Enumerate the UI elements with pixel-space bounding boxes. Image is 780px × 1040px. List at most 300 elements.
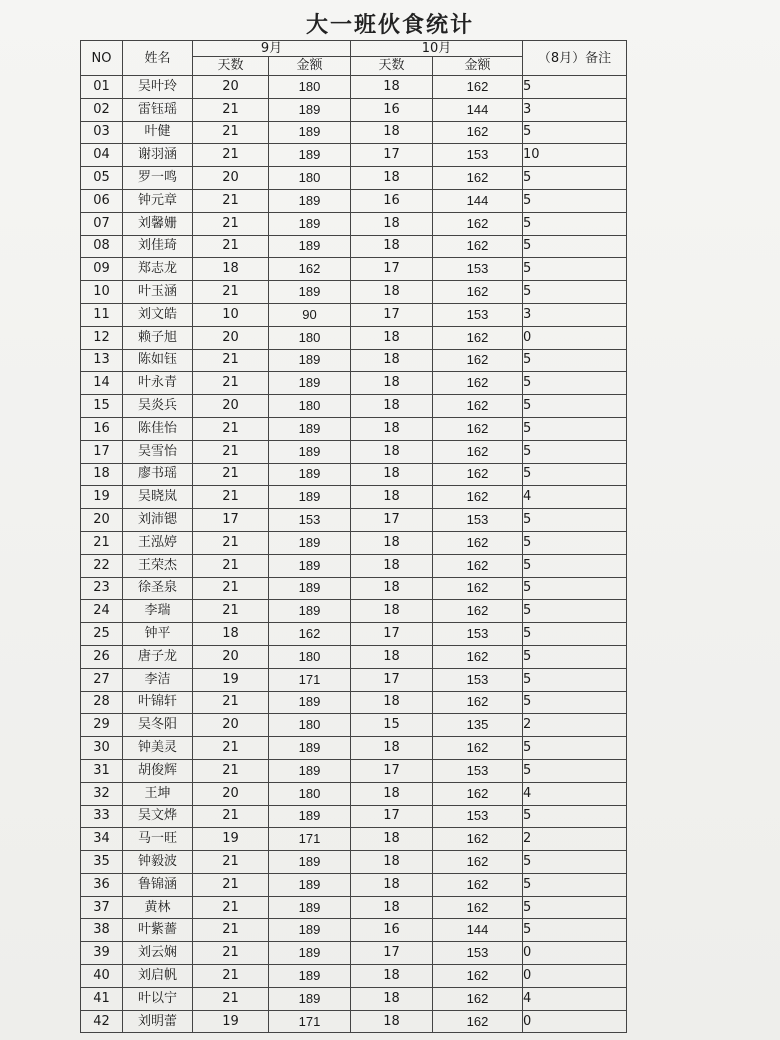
student-name: 钟毅波 bbox=[123, 851, 193, 874]
student-name: 李洁 bbox=[123, 668, 193, 691]
august-note: 5 bbox=[523, 440, 627, 463]
student-name: 钟元章 bbox=[123, 189, 193, 212]
sep-amount: 189 bbox=[269, 531, 351, 554]
oct-amount: 162 bbox=[433, 873, 523, 896]
student-name: 鲁锦涵 bbox=[123, 873, 193, 896]
sep-days: 20 bbox=[193, 782, 269, 805]
sep-days: 19 bbox=[193, 668, 269, 691]
table-row bbox=[81, 691, 627, 714]
sep-amount: 189 bbox=[269, 577, 351, 600]
oct-amount: 162 bbox=[433, 1010, 523, 1033]
oct-days: 18 bbox=[351, 167, 433, 190]
oct-amount: 144 bbox=[433, 919, 523, 942]
row-number: 42 bbox=[81, 1010, 123, 1033]
table-row bbox=[81, 258, 627, 281]
student-name: 刘明蕾 bbox=[123, 1010, 193, 1033]
august-note: 5 bbox=[523, 623, 627, 646]
row-number: 22 bbox=[81, 554, 123, 577]
student-name: 罗一鸣 bbox=[123, 167, 193, 190]
student-name: 马一旺 bbox=[123, 828, 193, 851]
august-note: 3 bbox=[523, 303, 627, 326]
student-name: 赖子旭 bbox=[123, 326, 193, 349]
sep-amount: 189 bbox=[269, 281, 351, 304]
oct-days: 17 bbox=[351, 144, 433, 167]
sep-days: 21 bbox=[193, 577, 269, 600]
sep-amount: 180 bbox=[269, 395, 351, 418]
august-note: 5 bbox=[523, 76, 627, 99]
august-note: 5 bbox=[523, 417, 627, 440]
student-name: 钟美灵 bbox=[123, 737, 193, 760]
row-number: 35 bbox=[81, 851, 123, 874]
row-number: 18 bbox=[81, 463, 123, 486]
august-note: 5 bbox=[523, 212, 627, 235]
oct-amount: 162 bbox=[433, 395, 523, 418]
sep-amount: 189 bbox=[269, 691, 351, 714]
august-note: 5 bbox=[523, 577, 627, 600]
sep-days: 20 bbox=[193, 714, 269, 737]
oct-days: 17 bbox=[351, 805, 433, 828]
august-note: 4 bbox=[523, 987, 627, 1010]
august-note: 5 bbox=[523, 167, 627, 190]
row-number: 36 bbox=[81, 873, 123, 896]
august-note: 5 bbox=[523, 531, 627, 554]
oct-amount: 162 bbox=[433, 577, 523, 600]
oct-amount: 162 bbox=[433, 167, 523, 190]
row-number: 34 bbox=[81, 828, 123, 851]
august-note: 5 bbox=[523, 554, 627, 577]
table-row bbox=[81, 896, 627, 919]
august-note: 5 bbox=[523, 349, 627, 372]
august-note: 5 bbox=[523, 645, 627, 668]
august-note: 5 bbox=[523, 805, 627, 828]
student-name: 吴晓岚 bbox=[123, 486, 193, 509]
sep-amount: 189 bbox=[269, 554, 351, 577]
sep-amount: 189 bbox=[269, 463, 351, 486]
sep-days: 21 bbox=[193, 759, 269, 782]
oct-days: 18 bbox=[351, 326, 433, 349]
table-row bbox=[81, 144, 627, 167]
student-name: 钟平 bbox=[123, 623, 193, 646]
august-note: 5 bbox=[523, 509, 627, 532]
oct-days: 18 bbox=[351, 577, 433, 600]
table-row bbox=[81, 486, 627, 509]
oct-amount: 162 bbox=[433, 600, 523, 623]
august-note: 4 bbox=[523, 486, 627, 509]
sep-days: 21 bbox=[193, 531, 269, 554]
student-name: 李瑞 bbox=[123, 600, 193, 623]
sep-amount: 189 bbox=[269, 440, 351, 463]
sep-days: 21 bbox=[193, 805, 269, 828]
oct-amount: 144 bbox=[433, 98, 523, 121]
oct-amount: 153 bbox=[433, 942, 523, 965]
table-row bbox=[81, 531, 627, 554]
student-name: 刘启帆 bbox=[123, 965, 193, 988]
table-row bbox=[81, 372, 627, 395]
row-number: 31 bbox=[81, 759, 123, 782]
row-number: 39 bbox=[81, 942, 123, 965]
oct-amount: 162 bbox=[433, 896, 523, 919]
sep-days: 20 bbox=[193, 645, 269, 668]
row-number: 12 bbox=[81, 326, 123, 349]
sep-days: 21 bbox=[193, 281, 269, 304]
student-name: 王坤 bbox=[123, 782, 193, 805]
table-row bbox=[81, 212, 627, 235]
oct-amount: 162 bbox=[433, 121, 523, 144]
row-number: 37 bbox=[81, 896, 123, 919]
student-name: 叶永青 bbox=[123, 372, 193, 395]
oct-amount: 162 bbox=[433, 828, 523, 851]
table-row bbox=[81, 759, 627, 782]
sep-amount: 180 bbox=[269, 76, 351, 99]
oct-days: 18 bbox=[351, 531, 433, 554]
row-number: 02 bbox=[81, 98, 123, 121]
row-number: 32 bbox=[81, 782, 123, 805]
sep-amount: 90 bbox=[269, 303, 351, 326]
august-note: 5 bbox=[523, 463, 627, 486]
sep-days: 21 bbox=[193, 417, 269, 440]
oct-days: 17 bbox=[351, 942, 433, 965]
august-note: 2 bbox=[523, 714, 627, 737]
table-row bbox=[81, 349, 627, 372]
oct-amount: 162 bbox=[433, 463, 523, 486]
oct-amount: 162 bbox=[433, 235, 523, 258]
sep-days: 21 bbox=[193, 372, 269, 395]
oct-amount: 162 bbox=[433, 440, 523, 463]
table-row bbox=[81, 714, 627, 737]
sep-days: 21 bbox=[193, 896, 269, 919]
sep-days: 21 bbox=[193, 349, 269, 372]
oct-amount: 162 bbox=[433, 349, 523, 372]
student-name: 叶以宁 bbox=[123, 987, 193, 1010]
table-row bbox=[81, 919, 627, 942]
oct-amount: 162 bbox=[433, 851, 523, 874]
sep-amount: 189 bbox=[269, 417, 351, 440]
sep-days: 21 bbox=[193, 440, 269, 463]
sep-days: 20 bbox=[193, 326, 269, 349]
sep-amount: 189 bbox=[269, 965, 351, 988]
oct-amount: 162 bbox=[433, 372, 523, 395]
sep-amount: 189 bbox=[269, 737, 351, 760]
oct-days: 17 bbox=[351, 668, 433, 691]
oct-days: 18 bbox=[351, 554, 433, 577]
oct-days: 18 bbox=[351, 372, 433, 395]
header-sep-amount: 金额 bbox=[269, 57, 351, 76]
row-number: 21 bbox=[81, 531, 123, 554]
table-row bbox=[81, 440, 627, 463]
oct-days: 18 bbox=[351, 600, 433, 623]
sep-amount: 171 bbox=[269, 1010, 351, 1033]
student-name: 叶紫薔 bbox=[123, 919, 193, 942]
sep-days: 21 bbox=[193, 965, 269, 988]
row-number: 33 bbox=[81, 805, 123, 828]
table-row bbox=[81, 668, 627, 691]
table-row bbox=[81, 805, 627, 828]
student-name: 吴冬阳 bbox=[123, 714, 193, 737]
oct-amount: 162 bbox=[433, 645, 523, 668]
header-oct-days: 天数 bbox=[351, 57, 433, 76]
student-name: 王泓婷 bbox=[123, 531, 193, 554]
sep-days: 19 bbox=[193, 1010, 269, 1033]
august-note: 0 bbox=[523, 965, 627, 988]
oct-amount: 162 bbox=[433, 737, 523, 760]
table-row bbox=[81, 417, 627, 440]
sep-amount: 180 bbox=[269, 645, 351, 668]
table-row bbox=[81, 623, 627, 646]
sep-amount: 189 bbox=[269, 144, 351, 167]
row-number: 13 bbox=[81, 349, 123, 372]
sep-amount: 189 bbox=[269, 942, 351, 965]
oct-days: 18 bbox=[351, 873, 433, 896]
oct-amount: 153 bbox=[433, 144, 523, 167]
student-name: 吴文烨 bbox=[123, 805, 193, 828]
oct-days: 18 bbox=[351, 486, 433, 509]
row-number: 28 bbox=[81, 691, 123, 714]
row-number: 14 bbox=[81, 372, 123, 395]
oct-amount: 153 bbox=[433, 668, 523, 691]
oct-days: 17 bbox=[351, 258, 433, 281]
august-note: 5 bbox=[523, 600, 627, 623]
oct-days: 18 bbox=[351, 896, 433, 919]
sep-amount: 189 bbox=[269, 919, 351, 942]
oct-amount: 162 bbox=[433, 965, 523, 988]
august-note: 5 bbox=[523, 668, 627, 691]
august-note: 10 bbox=[523, 144, 627, 167]
row-number: 15 bbox=[81, 395, 123, 418]
oct-days: 18 bbox=[351, 463, 433, 486]
student-name: 胡俊辉 bbox=[123, 759, 193, 782]
table-row bbox=[81, 281, 627, 304]
sep-days: 21 bbox=[193, 235, 269, 258]
oct-amount: 162 bbox=[433, 531, 523, 554]
sep-amount: 180 bbox=[269, 714, 351, 737]
oct-days: 18 bbox=[351, 737, 433, 760]
sep-amount: 189 bbox=[269, 98, 351, 121]
table-row bbox=[81, 509, 627, 532]
student-name: 廖书瑶 bbox=[123, 463, 193, 486]
row-number: 06 bbox=[81, 189, 123, 212]
student-name: 刘馨姗 bbox=[123, 212, 193, 235]
oct-days: 18 bbox=[351, 782, 433, 805]
header-oct-amount: 金额 bbox=[433, 57, 523, 76]
table-row bbox=[81, 577, 627, 600]
sep-days: 21 bbox=[193, 98, 269, 121]
table-row bbox=[81, 600, 627, 623]
table-row bbox=[81, 189, 627, 212]
sep-amount: 171 bbox=[269, 668, 351, 691]
oct-amount: 162 bbox=[433, 212, 523, 235]
august-note: 5 bbox=[523, 235, 627, 258]
row-number: 26 bbox=[81, 645, 123, 668]
sep-days: 20 bbox=[193, 167, 269, 190]
sep-days: 20 bbox=[193, 76, 269, 99]
oct-amount: 162 bbox=[433, 281, 523, 304]
sep-amount: 189 bbox=[269, 759, 351, 782]
table-row bbox=[81, 98, 627, 121]
oct-days: 17 bbox=[351, 509, 433, 532]
table-row bbox=[81, 645, 627, 668]
table-row bbox=[81, 121, 627, 144]
student-name: 吴雪怡 bbox=[123, 440, 193, 463]
table-row bbox=[81, 326, 627, 349]
sep-amount: 153 bbox=[269, 509, 351, 532]
sep-amount: 189 bbox=[269, 805, 351, 828]
table-row bbox=[81, 987, 627, 1010]
row-number: 29 bbox=[81, 714, 123, 737]
oct-days: 18 bbox=[351, 645, 433, 668]
sep-days: 21 bbox=[193, 463, 269, 486]
sep-days: 21 bbox=[193, 691, 269, 714]
sep-amount: 189 bbox=[269, 896, 351, 919]
oct-days: 18 bbox=[351, 349, 433, 372]
oct-amount: 135 bbox=[433, 714, 523, 737]
oct-days: 18 bbox=[351, 395, 433, 418]
sep-days: 21 bbox=[193, 873, 269, 896]
student-name: 黄林 bbox=[123, 896, 193, 919]
oct-amount: 153 bbox=[433, 303, 523, 326]
oct-days: 18 bbox=[351, 691, 433, 714]
row-number: 10 bbox=[81, 281, 123, 304]
table-row bbox=[81, 873, 627, 896]
table-row bbox=[81, 554, 627, 577]
table-row bbox=[81, 828, 627, 851]
sep-days: 17 bbox=[193, 509, 269, 532]
oct-amount: 153 bbox=[433, 805, 523, 828]
oct-days: 18 bbox=[351, 281, 433, 304]
student-name: 叶锦轩 bbox=[123, 691, 193, 714]
student-name: 刘云娴 bbox=[123, 942, 193, 965]
student-name: 陈如钰 bbox=[123, 349, 193, 372]
oct-days: 18 bbox=[351, 987, 433, 1010]
sep-days: 21 bbox=[193, 212, 269, 235]
row-number: 41 bbox=[81, 987, 123, 1010]
student-name: 雷钰瑶 bbox=[123, 98, 193, 121]
row-number: 24 bbox=[81, 600, 123, 623]
sep-amount: 189 bbox=[269, 349, 351, 372]
student-name: 吴叶玲 bbox=[123, 76, 193, 99]
student-name: 谢羽涵 bbox=[123, 144, 193, 167]
oct-days: 15 bbox=[351, 714, 433, 737]
sep-days: 21 bbox=[193, 737, 269, 760]
august-note: 0 bbox=[523, 326, 627, 349]
row-number: 16 bbox=[81, 417, 123, 440]
oct-days: 18 bbox=[351, 76, 433, 99]
sep-days: 21 bbox=[193, 942, 269, 965]
sep-amount: 189 bbox=[269, 873, 351, 896]
row-number: 40 bbox=[81, 965, 123, 988]
sep-days: 21 bbox=[193, 189, 269, 212]
oct-amount: 162 bbox=[433, 326, 523, 349]
sep-amount: 189 bbox=[269, 486, 351, 509]
header-no: NO bbox=[81, 41, 123, 76]
sep-days: 18 bbox=[193, 258, 269, 281]
sep-days: 21 bbox=[193, 919, 269, 942]
sep-days: 21 bbox=[193, 554, 269, 577]
row-number: 05 bbox=[81, 167, 123, 190]
table-row bbox=[81, 1010, 627, 1033]
table-row bbox=[81, 463, 627, 486]
row-number: 11 bbox=[81, 303, 123, 326]
oct-amount: 162 bbox=[433, 554, 523, 577]
oct-days: 18 bbox=[351, 417, 433, 440]
oct-days: 16 bbox=[351, 189, 433, 212]
table-body bbox=[81, 76, 627, 1033]
oct-amount: 153 bbox=[433, 258, 523, 281]
oct-days: 18 bbox=[351, 828, 433, 851]
sep-amount: 180 bbox=[269, 782, 351, 805]
sep-amount: 189 bbox=[269, 600, 351, 623]
august-note: 5 bbox=[523, 919, 627, 942]
oct-amount: 153 bbox=[433, 623, 523, 646]
sep-amount: 180 bbox=[269, 167, 351, 190]
august-note: 5 bbox=[523, 759, 627, 782]
oct-days: 18 bbox=[351, 851, 433, 874]
student-name: 陈佳怡 bbox=[123, 417, 193, 440]
sep-amount: 180 bbox=[269, 326, 351, 349]
oct-amount: 162 bbox=[433, 987, 523, 1010]
august-note: 5 bbox=[523, 372, 627, 395]
row-number: 17 bbox=[81, 440, 123, 463]
sep-amount: 162 bbox=[269, 258, 351, 281]
student-name: 王荣杰 bbox=[123, 554, 193, 577]
sep-amount: 189 bbox=[269, 235, 351, 258]
table-row bbox=[81, 965, 627, 988]
sep-amount: 189 bbox=[269, 121, 351, 144]
oct-amount: 162 bbox=[433, 76, 523, 99]
row-number: 01 bbox=[81, 76, 123, 99]
sep-days: 20 bbox=[193, 395, 269, 418]
sep-days: 18 bbox=[193, 623, 269, 646]
table-row bbox=[81, 942, 627, 965]
oct-amount: 162 bbox=[433, 782, 523, 805]
header-name: 姓名 bbox=[123, 41, 193, 76]
oct-amount: 153 bbox=[433, 759, 523, 782]
oct-days: 18 bbox=[351, 235, 433, 258]
oct-amount: 162 bbox=[433, 486, 523, 509]
august-note: 0 bbox=[523, 1010, 627, 1033]
page-title: 大一班伙食统计 bbox=[305, 13, 474, 38]
table-row bbox=[81, 851, 627, 874]
sep-amount: 189 bbox=[269, 189, 351, 212]
august-note: 5 bbox=[523, 873, 627, 896]
header-september: 9月 bbox=[193, 41, 351, 57]
student-name: 叶健 bbox=[123, 121, 193, 144]
oct-days: 18 bbox=[351, 965, 433, 988]
august-note: 0 bbox=[523, 942, 627, 965]
table-row bbox=[81, 303, 627, 326]
august-note: 5 bbox=[523, 851, 627, 874]
oct-amount: 144 bbox=[433, 189, 523, 212]
august-note: 5 bbox=[523, 258, 627, 281]
table-row bbox=[81, 782, 627, 805]
august-note: 4 bbox=[523, 782, 627, 805]
sep-days: 21 bbox=[193, 851, 269, 874]
student-name: 刘佳琦 bbox=[123, 235, 193, 258]
sep-days: 10 bbox=[193, 303, 269, 326]
august-note: 5 bbox=[523, 121, 627, 144]
row-number: 38 bbox=[81, 919, 123, 942]
sep-amount: 189 bbox=[269, 851, 351, 874]
row-number: 27 bbox=[81, 668, 123, 691]
student-name: 刘沛锶 bbox=[123, 509, 193, 532]
oct-days: 18 bbox=[351, 121, 433, 144]
table-row bbox=[81, 395, 627, 418]
student-name: 徐圣泉 bbox=[123, 577, 193, 600]
student-name: 刘文皓 bbox=[123, 303, 193, 326]
sep-days: 21 bbox=[193, 486, 269, 509]
row-number: 04 bbox=[81, 144, 123, 167]
header-row-top bbox=[81, 41, 627, 57]
oct-days: 16 bbox=[351, 919, 433, 942]
